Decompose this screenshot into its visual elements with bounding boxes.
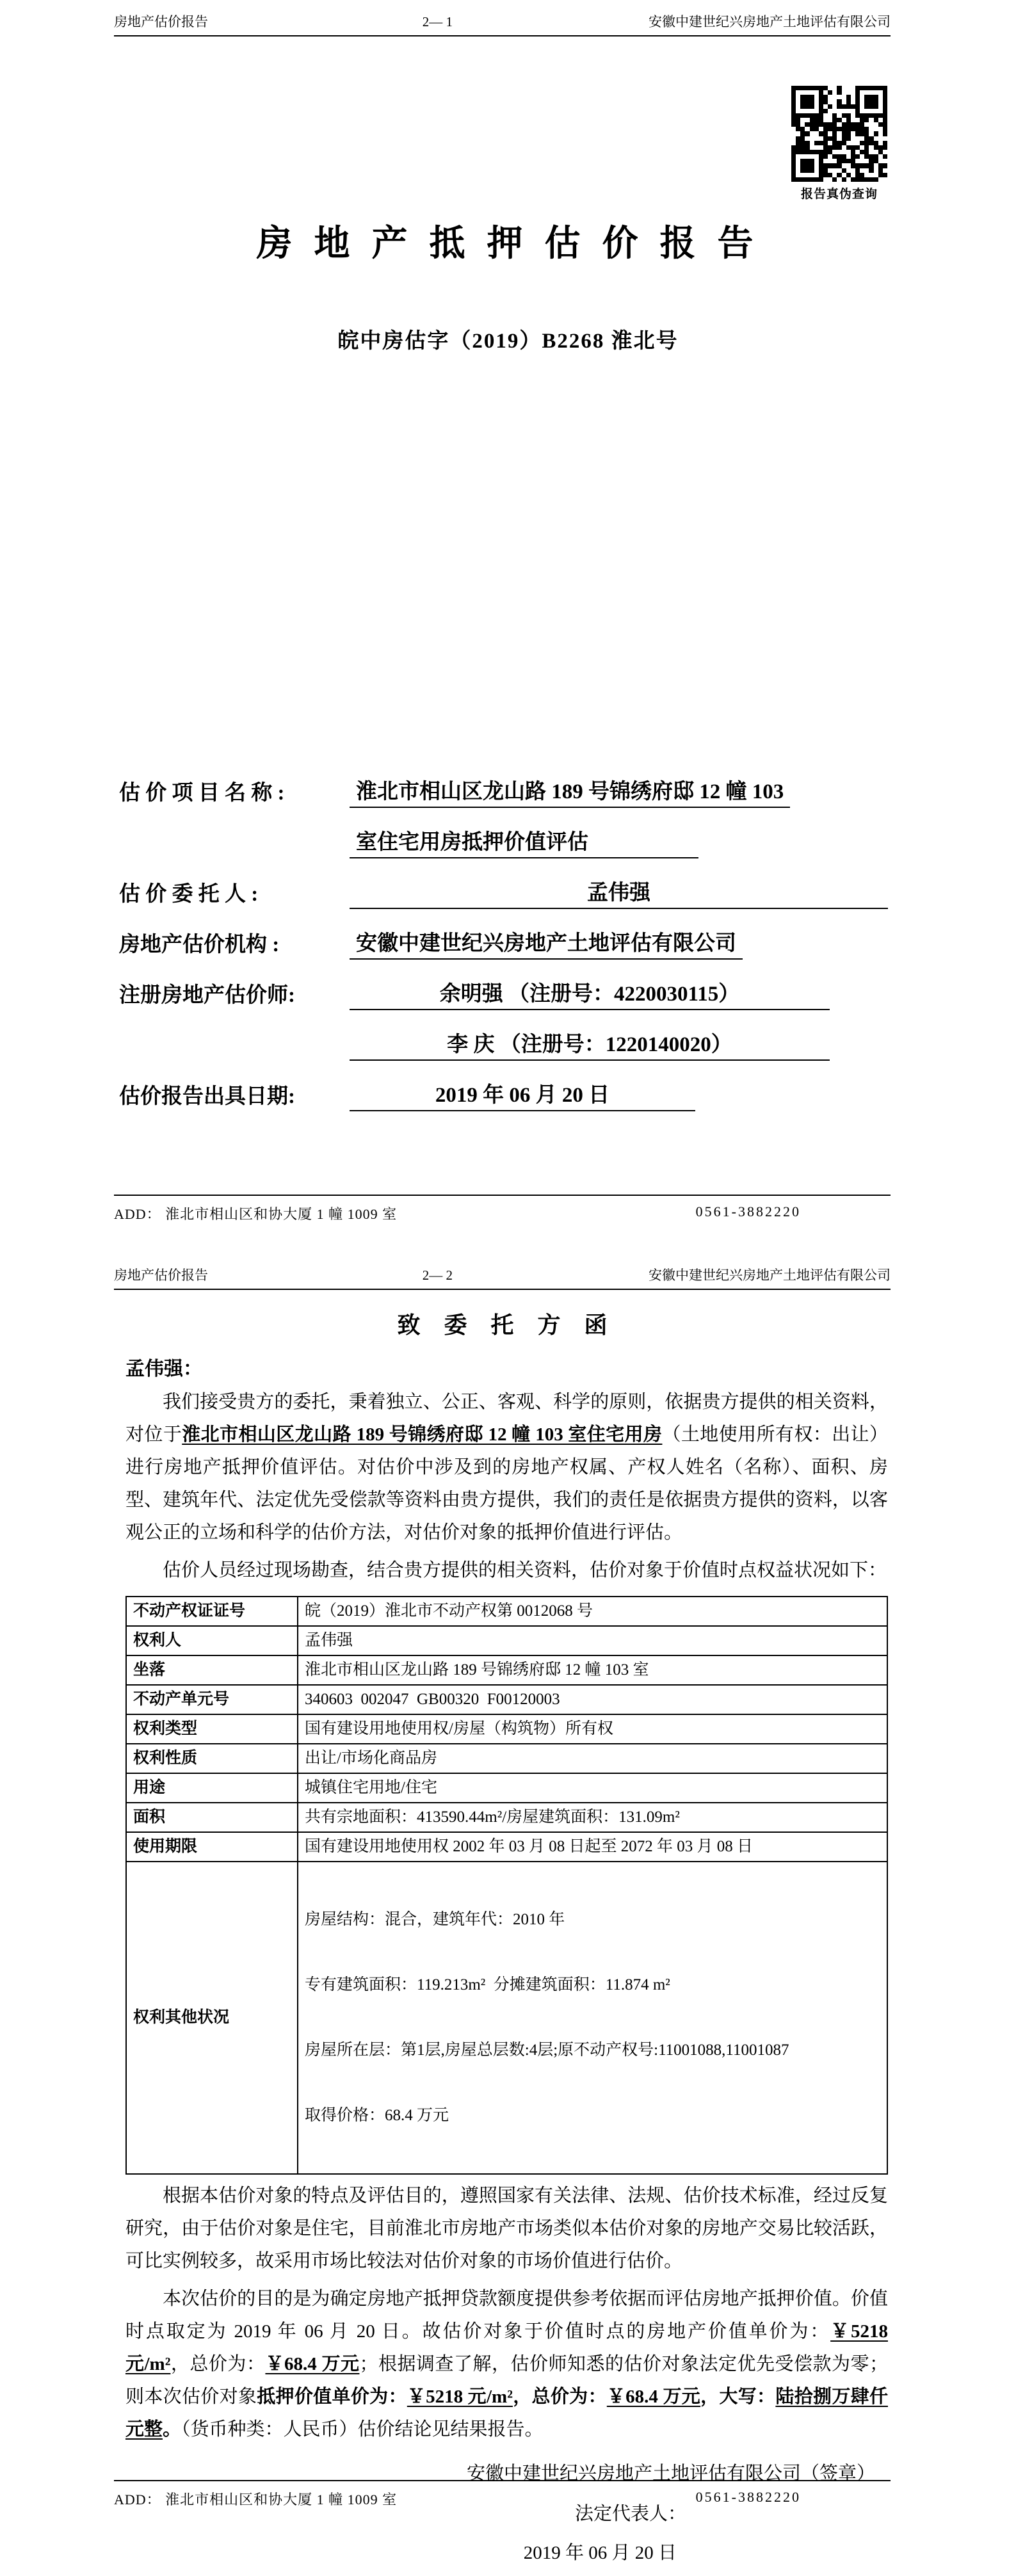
field-value: 室住宅用房抵押价值评估: [350, 825, 698, 858]
page-1: [0, 0, 1016, 1253]
footer-phone: 0561-3882220: [695, 1203, 801, 1220]
field-label: 估价报告出具日期:: [119, 1085, 295, 1108]
table-row-label: 不动产权证证号: [126, 1597, 298, 1626]
table-row: [126, 1597, 887, 1626]
property-rights-table: [125, 1596, 888, 2175]
header-company-name: 安徽中建世纪兴房地产土地评估有限公司: [648, 1268, 891, 1283]
field-value: 2019 年 06 月 20 日: [350, 1078, 695, 1111]
table-row: [126, 1714, 887, 1744]
table-row-label: 不动产单元号: [126, 1685, 298, 1714]
header-company-name: 安徽中建世纪兴房地产土地评估有限公司: [648, 14, 891, 29]
table-row-value-line: 专有建筑面积：119.213m² 分摊建筑面积：11.874 m²: [305, 1976, 670, 1993]
signature-date: 2019 年 06 月 20 日: [523, 2543, 677, 2563]
page2-running-footer: [114, 2480, 891, 2509]
letter-title: 致 委 托 方 函: [397, 1312, 617, 1338]
table-row-label: 权利其他状况: [126, 1862, 298, 2174]
report-title: 房 地 产 抵 押 估 价 报 告: [256, 224, 760, 264]
letter-paragraph-4: 本次估价的目的是为确定房地产抵押贷款额度提供参考依据而评估房地产抵押价值。价值时点取定为 2019 年 06 月 20 日。故估价对象于价值时点的房地产价值单价为：￥5218 元/m²，总价为：￥68.4 万元；根据调查了解，估价师知悉的估价对象法定优先受偿款为零；则本次估价对象抵押价值单价为：￥5218 元/m²，总价为：￥68.4 万元，大写：陆拾捌万肆仟元整。（货币种类：人民币）估价结论见结果报告。: [125, 2289, 888, 2440]
table-row-value: 皖（2019）淮北市不动产权第 0012068 号: [298, 1597, 887, 1626]
letter-paragraph-2: 估价人员经过现场勘查，结合贵方提供的相关资料，估价对象于价值时点权益状况如下：: [163, 1560, 887, 1581]
footer-address: ADD： 淮北市相山区和协大厦 1 幢 1009 室: [114, 2491, 398, 2508]
field-value: 安徽中建世纪兴房地产土地评估有限公司: [350, 926, 743, 960]
field-row-appraiser-2: [119, 1010, 888, 1061]
table-row-label: 用途: [126, 1773, 298, 1803]
cover-fields: [119, 757, 888, 1111]
table-row-value-line: 房屋结构：混合，建筑年代：2010 年: [305, 1911, 565, 1928]
field-value: 余明强 （注册号：4220030115）: [350, 977, 830, 1010]
field-row-client: [119, 858, 888, 909]
letter-content: [125, 1307, 888, 2570]
footer-address: ADD： 淮北市相山区和协大厦 1 幢 1009 室: [114, 1206, 398, 1222]
field-row-project-name: [119, 757, 888, 808]
header-page-number: 2— 2: [422, 1268, 453, 1283]
verification-qr-block: [789, 86, 889, 202]
qr-code-icon: [791, 86, 887, 182]
table-row-value: 340603 002047 GB00320 F00120003: [298, 1685, 887, 1714]
table-row-label: 面积: [126, 1803, 298, 1832]
table-row-value: 城镇住宅用地/住宅: [298, 1773, 887, 1803]
page-2: [0, 1253, 1016, 2576]
table-row: [126, 1685, 887, 1714]
header-doc-type: 房地产估价报告: [114, 1268, 208, 1283]
report-doc-number: 皖中房估字（2019）B2268 淮北号: [337, 330, 679, 353]
letter-paragraph-3: 根据本估价对象的特点及评估目的，遵照国家有关法律、法规、估价技术标准，经过反复研究，由于估价对象是住宅，目前淮北市房地产市场类似本估价对象的房地产交易比较活跃，可比实例较多，故采用市场比较法对估价对象的市场价值进行估价。: [125, 2186, 888, 2271]
page2-running-header: [114, 1265, 891, 1290]
field-value: 李 庆 （注册号：1220140020）: [350, 1027, 830, 1061]
header-page-number: 2— 1: [422, 14, 453, 29]
table-row-value-line: 取得价格：68.4 万元: [305, 2107, 449, 2124]
table-row: [126, 1773, 887, 1803]
table-row: [126, 1655, 887, 1685]
field-row-agency: [119, 909, 888, 960]
field-label: 房地产估价机构 :: [119, 933, 280, 956]
table-row-value: 出让/市场化商品房: [298, 1744, 887, 1773]
table-row-label: 坐落: [126, 1655, 298, 1685]
table-row-label: 权利性质: [126, 1744, 298, 1773]
field-value: 淮北市相山区龙山路 189 号锦绣府邸 12 幢 103: [350, 775, 790, 808]
field-label: 估 价 委 托 人 :: [119, 883, 259, 906]
field-value: 孟伟强: [350, 876, 888, 909]
field-label: 估 价 项 目 名 称 :: [119, 782, 285, 805]
signature-company: 安徽中建世纪兴房地产土地评估有限公司（签章）: [466, 2463, 875, 2484]
table-row: [126, 1744, 887, 1773]
table-row: [126, 1862, 887, 2174]
table-row-value: 淮北市相山区龙山路 189 号锦绣府邸 12 幢 103 室: [298, 1655, 887, 1685]
table-row: [126, 1626, 887, 1655]
field-row-project-name-cont: [119, 808, 888, 858]
table-row-label: 权利人: [126, 1626, 298, 1655]
field-label: [119, 857, 350, 858]
field-label: 注册房地产估价师:: [119, 984, 295, 1007]
table-row-value: 国有建设用地使用权 2002 年 03 月 08 日起至 2072 年 03 月 08 日: [298, 1832, 887, 1862]
field-row-appraiser-1: [119, 960, 888, 1010]
table-row-label: 使用期限: [126, 1832, 298, 1862]
header-doc-type: 房地产估价报告: [114, 14, 208, 29]
footer-phone: 0561-3882220: [695, 2489, 801, 2505]
signature-legal-representative: 法定代表人：: [574, 2504, 686, 2524]
table-row-value-multiline: [298, 1862, 887, 2174]
field-row-issue-date: [119, 1061, 888, 1111]
qr-caption: 报告真伪查询: [800, 188, 878, 201]
table-row: [126, 1803, 887, 1832]
page1-running-header: [114, 12, 891, 36]
table-row-value-line: 房屋所在层：第1层,房屋总层数:4层;原不动产权号:11001088,11001087: [305, 2041, 789, 2059]
table-row-value: 孟伟强: [298, 1626, 887, 1655]
table-row: [126, 1832, 887, 1862]
field-label: [119, 1059, 350, 1061]
table-row-value: 国有建设用地使用权/房屋（构筑物）所有权: [298, 1714, 887, 1744]
table-row-label: 权利类型: [126, 1714, 298, 1744]
page1-running-footer: [114, 1195, 891, 1223]
table-row-value: 共有宗地面积：413590.44m²/房屋建筑面积：131.09m²: [298, 1803, 887, 1832]
letter-salutation: 孟伟强：: [125, 1358, 202, 1380]
letter-paragraph-1: 我们接受贵方的委托，秉着独立、公正、客观、科学的原则，依据贵方提供的相关资料，对位于淮北市相山区龙山路 189 号锦绣府邸 12 幢 103 室住宅用房（土地使用所有权：出让）进行房地产抵押价值评估。对估价中涉及到的房地产权属、产权人姓名（名称）、面积、房型、建筑年代、法定优先受偿款等资料由贵方提供，我们的责任是依据贵方提供的资料，以客观公正的立场和科学的估价方法，对估价对象的抵押价值进行评估。: [125, 1392, 888, 1543]
